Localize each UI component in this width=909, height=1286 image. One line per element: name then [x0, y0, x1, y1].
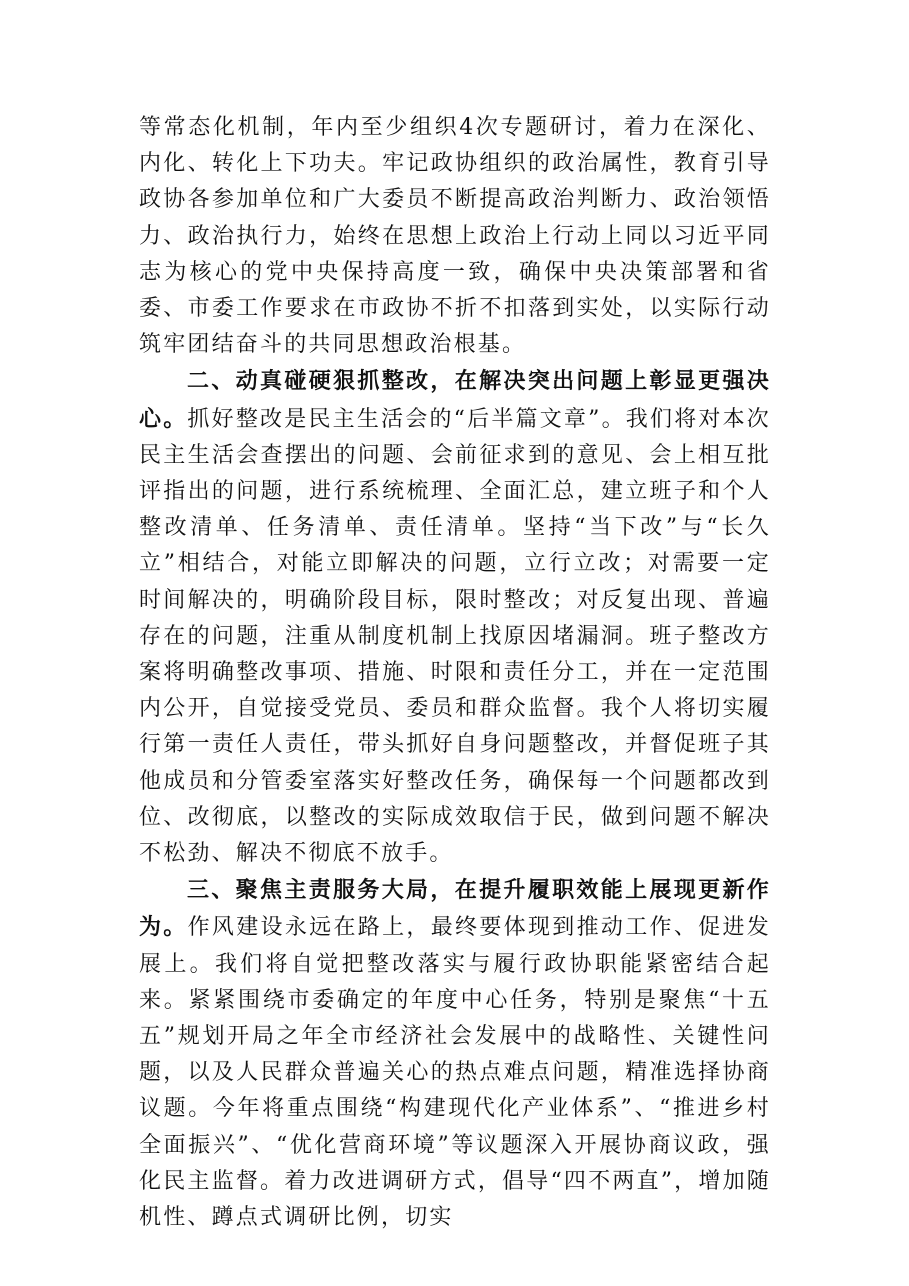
paragraph-2 — [139, 363, 771, 872]
paragraph-3-heading: 三、聚焦主责服务大局，在提升履职效能上展现更新作为。 — [139, 877, 771, 941]
document-body — [139, 110, 771, 1236]
paragraph-1 — [139, 110, 771, 363]
paragraph-3 — [139, 872, 771, 1236]
paragraph-2-heading: 二、动真碰硬狠抓整改，在解决突出问题上彰显更强决心。 — [139, 368, 771, 432]
paragraph-3-body: 作风建设永远在路上，最终要体现到推动工作、促进发展上。我们将自觉把整改落实与履行政协职能紧密结合起来。紧紧围绕市委确定的年度中心任务，特别是聚焦“十五五”规划开局之年全市经济社会发展中的战略性、关键性问题，以及人民群众普遍关心的热点难点问题，精准选择协商议题。今年将重点围绕“构建现代化产业体系”、“推进乡村全面振兴”、“优化营商环境”等议题深入开展协商议政，强化民主监督。着力改进调研方式，倡导“四不两直”，增加随机性、蹲点式调研比例，切实 — [139, 915, 771, 1231]
paragraph-2-body: 抓好整改是民主生活会的“后半篇文章”。我们将对本次民主生活会查摆出的问题、会前征求到的意见、会上相互批评指出的问题，进行系统梳理、全面汇总，建立班子和个人整改清单、任务清单、责任清单。坚持“当下改”与“长久立”相结合，对能立即解决的问题，立行立改；对需要一定时间解决的，明确阶段目标，限时整改；对反复出现、普遍存在的问题，注重从制度机制上找原因堵漏洞。班子整改方案将明确整改事项、措施、时限和责任分工，并在一定范围内公开，自觉接受党员、委员和群众监督。我个人将切实履行第一责任人责任，带头抓好自身问题整改，并督促班子其他成员和分管委室落实好整改任务，确保每一个问题都改到位、改彻底，以整改的实际成效取信于民，做到问题不解决不松劲、解决不彻底不放手。 — [139, 406, 772, 867]
paragraph-1-body: 等常态化机制，年内至少组织4次专题研讨，着力在深化、内化、转化上下功夫。牢记政协组织的政治属性，教育引导政协各参加单位和广大委员不断提高政治判断力、政治领悟力、政治执行力，始终在思想上政治上行动上同以习近平同志为核心的党中央保持高度一致，确保中央决策部署和省委、市委工作要求在市政协不折不扣落到实处，以实际行动筑牢团结奋斗的共同思想政治根基。 — [139, 115, 771, 358]
